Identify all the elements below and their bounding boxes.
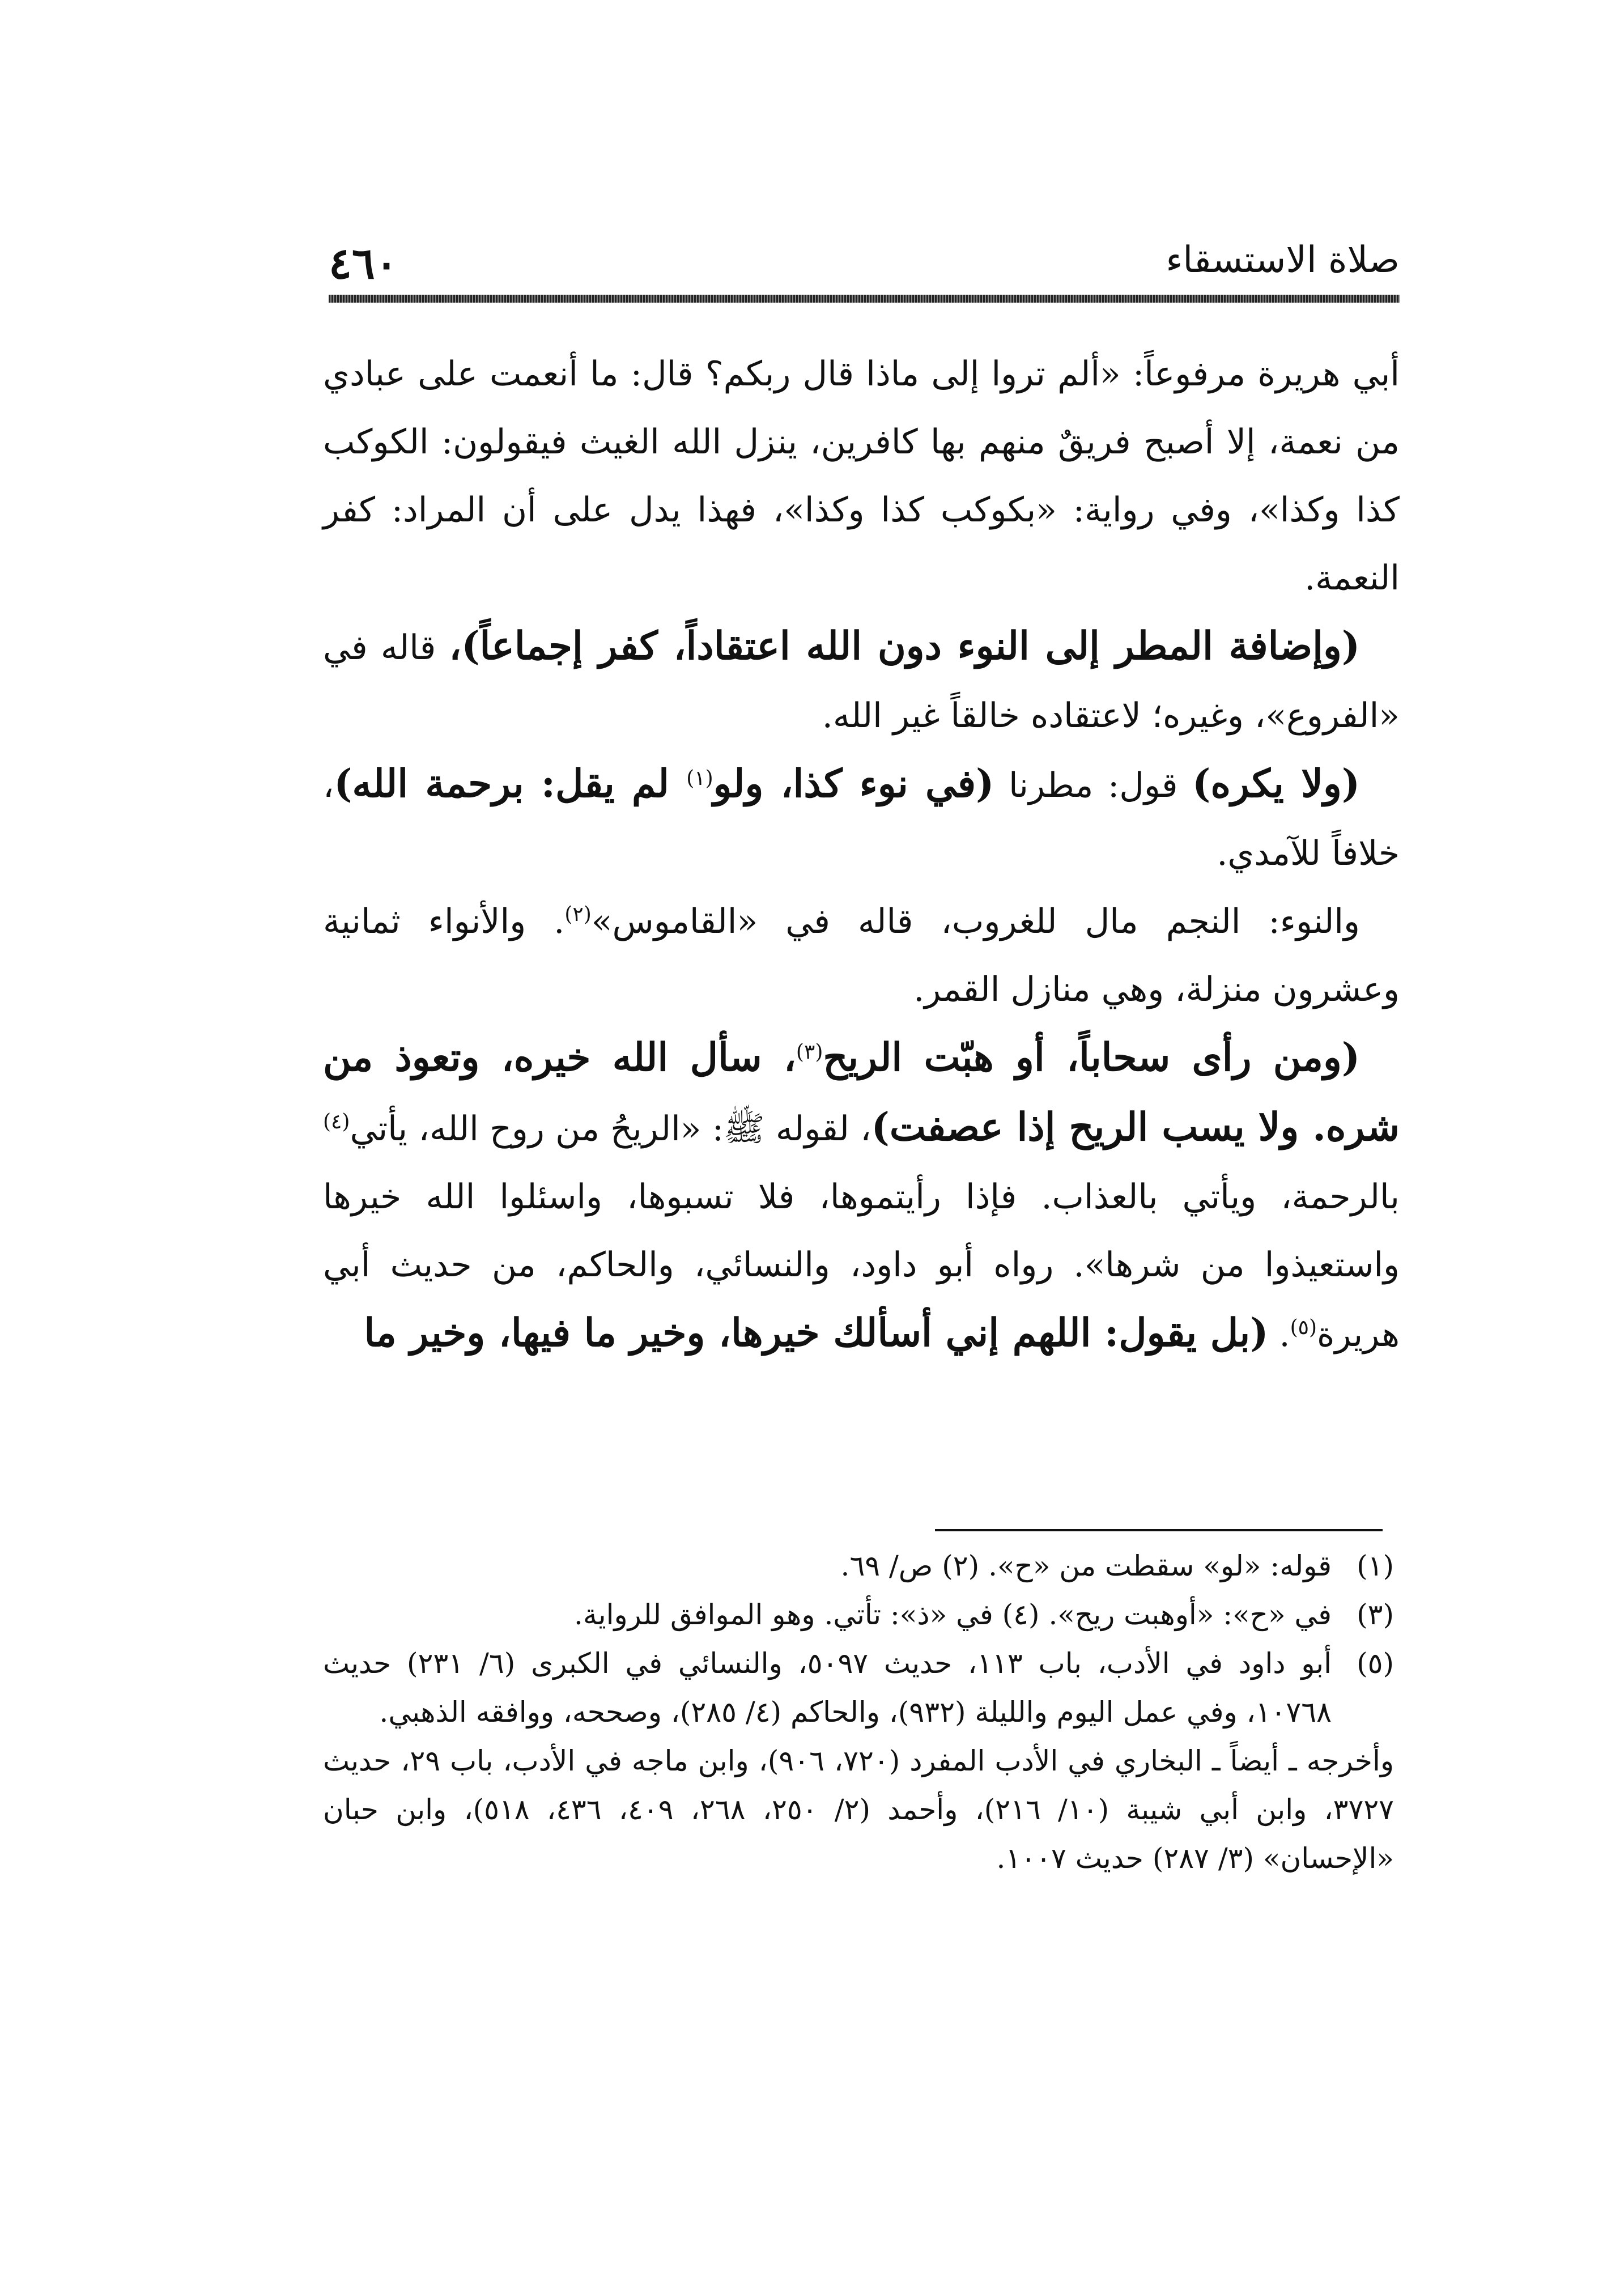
paragraph-5 <box>323 1024 1400 1369</box>
matn-text: لم يقل: برحمة الله) <box>334 761 687 806</box>
sharh-text: والنوء: النجم مال للغروب، قاله في «القاموس» <box>591 902 1360 941</box>
footnote-ref[interactable]: (٢) <box>564 903 592 926</box>
matn-text: ، سأل الله خيره، وتعوذ من شره. ولا يسب الريح إذا عصفت) <box>323 1035 1400 1150</box>
sharh-text: . والأنواء ثمانية وعشرون منزلة، وهي منازل القمر. <box>323 902 1400 1009</box>
footnote-3-text: في «ح»: «أوهبت ريح». <box>1048 1598 1332 1631</box>
chapter-title: صلاة الاستسقاء <box>1166 239 1400 281</box>
sharh-text: قاله في «الفروع»، وغيره؛ لاعتقاده خالقاً غير الله. <box>323 628 1400 736</box>
matn-text: (بل يقول: اللهم إني أسألك خيرها، وخير ما فيها، وخير ما <box>364 1310 1269 1356</box>
page-number: ٤٦٠ <box>329 238 398 288</box>
sharh-text: ، لقوله ﷺ: «الريحُ من روح الله، يأتي <box>350 1109 871 1149</box>
sharh-text: ، خلافاً للآمدي. <box>323 766 1400 873</box>
footnote-5 <box>323 1639 1394 1736</box>
footnote-number: (٣) <box>1357 1598 1394 1631</box>
paragraph-4 <box>323 888 1400 1024</box>
matn-text: (وإضافة المطر إلى النوء دون الله اعتقاداً، كفر إجماعاً)، <box>449 623 1360 669</box>
footnote-divider <box>935 1529 1383 1531</box>
footnote-line-1-2 <box>323 1542 1394 1590</box>
footnote-4-text: في «ذ»: تأتي. وهو الموافق للرواية. <box>574 1598 993 1631</box>
footnote-number: (٢) <box>942 1549 980 1582</box>
footnote-ref[interactable]: (٥) <box>1290 1316 1317 1339</box>
footnote-ref[interactable]: (٣) <box>796 1041 823 1064</box>
paragraph-3 <box>323 750 1400 888</box>
matn-text: (في نوء كذا، ولو <box>713 761 994 806</box>
sharh-text: قول: مطرنا <box>994 766 1193 805</box>
matn-text: (ولا يكره) <box>1192 761 1360 806</box>
paragraph-1 <box>323 340 1400 612</box>
footnote-number: (١) <box>1357 1549 1394 1582</box>
footnote-ref[interactable]: (١) <box>686 767 713 790</box>
footnote-5-continuation: وأخرجه ـ أيضاً ـ البخاري في الأدب المفرد (٧٢٠، ٩٠٦)، وابن ماجه في الأدب، باب ٢٩، حديث ٣٧٢٧، وابن أبي شيبة (١٠/ ٢١٦)، وأحمد (٢/ ٢٥٠، ٢٦٨، ٤٠٩، ٤٣٦، ٥١٨)، وابن حبان «الإحسان» (٣/ ٢٨٧) حديث ١٠٠٧. <box>323 1744 1395 1875</box>
paragraph-2 <box>323 612 1400 750</box>
footnote-line-3-4 <box>323 1590 1394 1639</box>
header-divider <box>329 295 1400 303</box>
footnote-number: (٤) <box>1002 1598 1040 1631</box>
footnotes <box>323 1542 1394 1883</box>
sharh-text: بالرحمة، ويأتي بالعذاب. فإذا رأيتموها، فلا تسبوها، واسئلوا الله خيرها واستعيذوا من شرها». رواه أبو داود، والنسائي، والحاكم، من حديث أبي هريرة <box>323 1177 1400 1354</box>
matn-text: (ومن رأى سحاباً، أو هبّت الريح <box>823 1035 1360 1080</box>
footnote-2-text: ص/ ٦٩. <box>840 1549 933 1582</box>
running-header <box>329 227 1400 289</box>
main-text <box>323 340 1400 1369</box>
footnote-5-text: أبو داود في الأدب، باب ١١٣، حديث ٥٠٩٧، والنسائي في الكبرى (٦/ ٢٣١) حديث ١٠٧٦٨، وفي عمل اليوم والليلة (٩٣٢)، والحاكم (٤/ ٢٨٥)، وصححه، ووافقه الذهبي. <box>323 1647 1332 1729</box>
footnote-number: (٥) <box>1357 1647 1394 1680</box>
sharh-text: . <box>1268 1315 1290 1354</box>
footnote-1-text: قوله: «لو» سقطت من «ح». <box>988 1549 1332 1582</box>
paragraph-text: أبي هريرة مرفوعاً: «ألم تروا إلى ماذا قال ربكم؟ قال: ما أنعمت على عبادي من نعمة، إلا أصبح فريقٌ منهم بها كافرين، ينزل الله الغيث فيقولون: الكوكب كذا وكذا»، وفي رواية: «بكوكب كذا وكذا»، فهذا يدل على أن المراد: كفر النعمة. <box>323 354 1400 598</box>
footnote-ref[interactable]: (٤) <box>323 1110 350 1133</box>
